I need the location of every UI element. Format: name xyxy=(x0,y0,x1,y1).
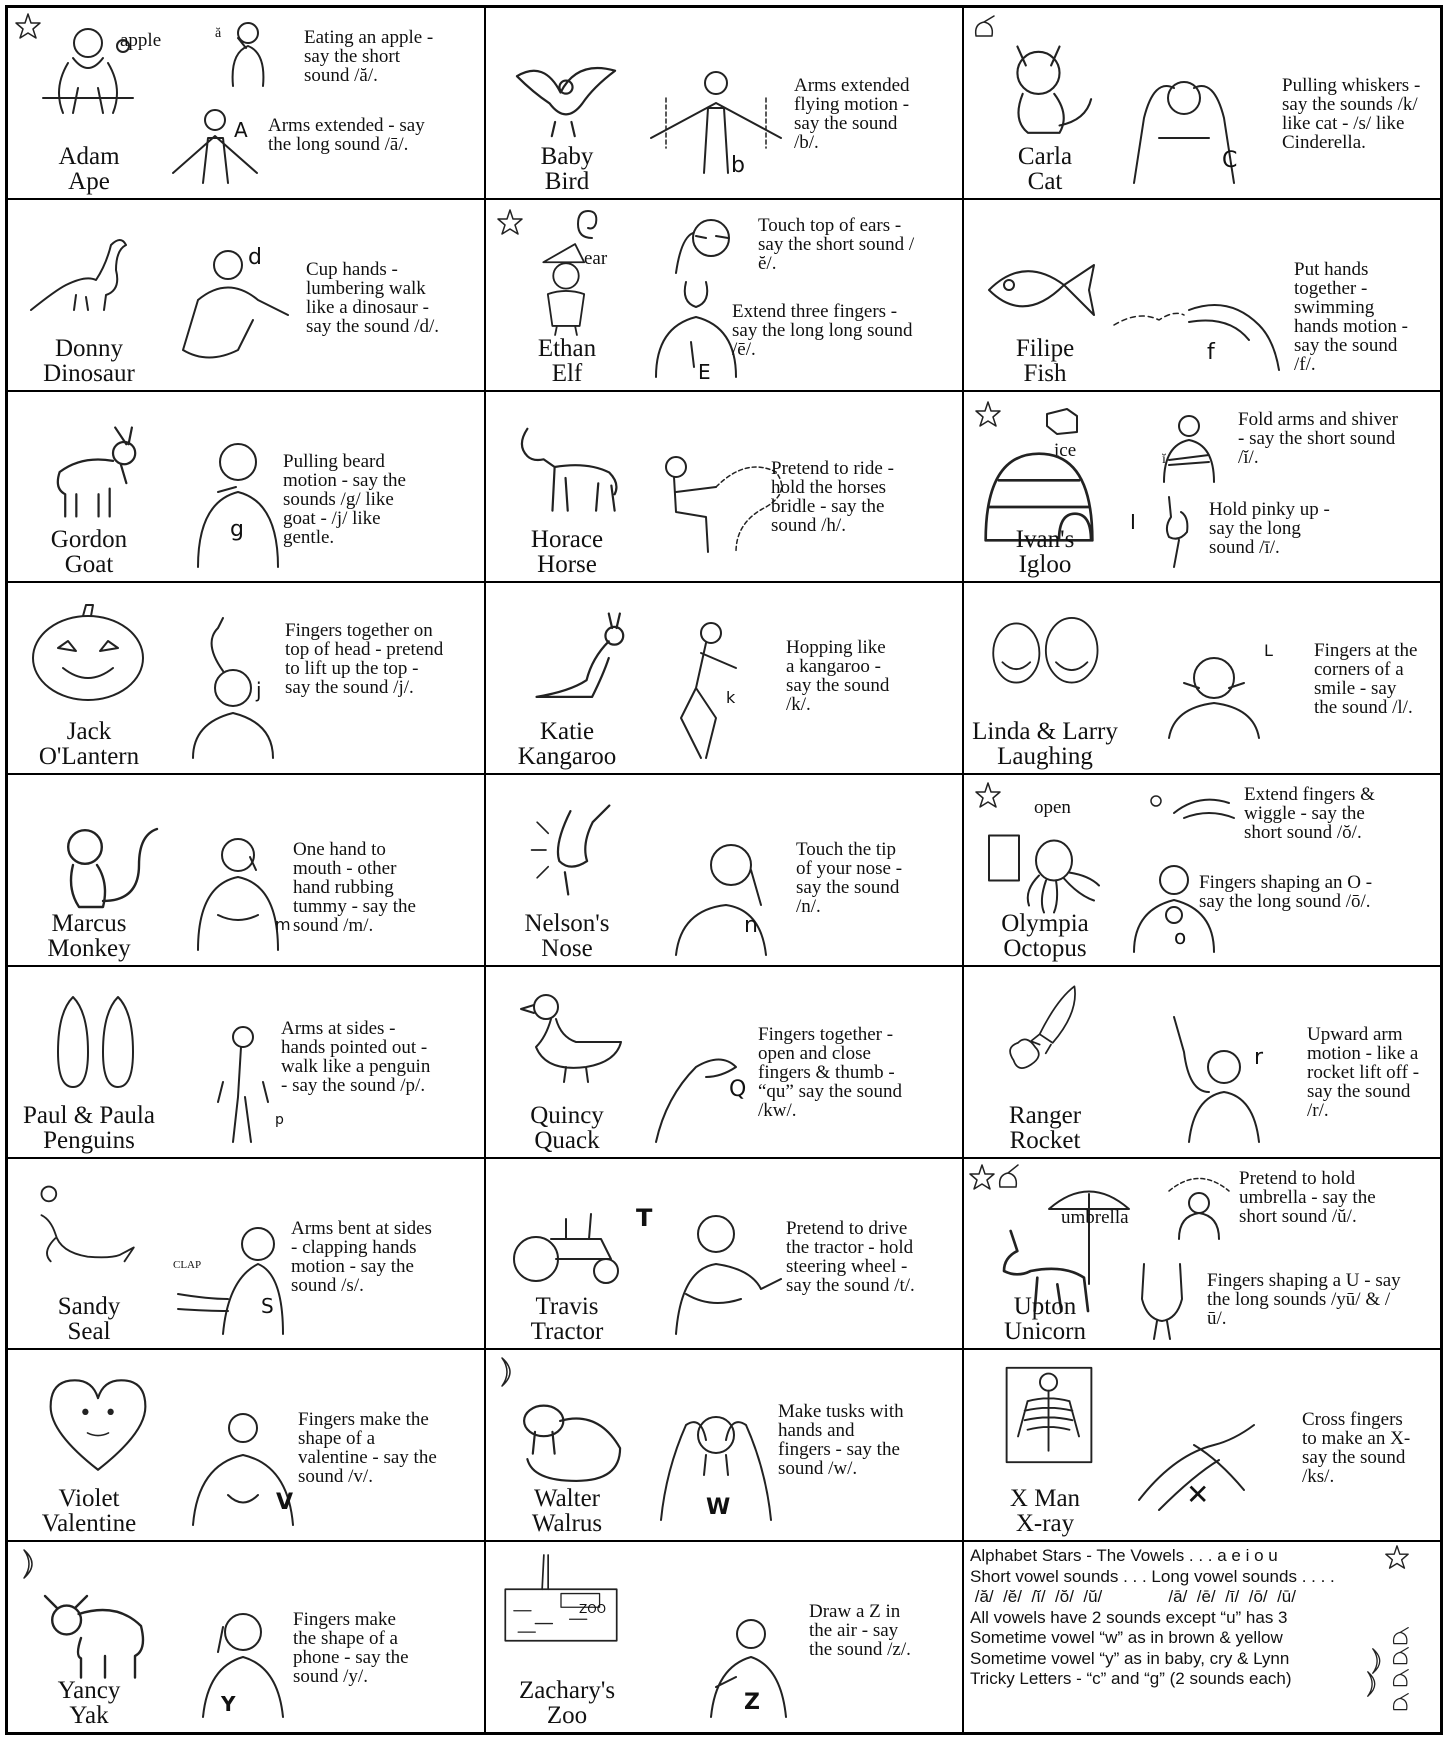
cell-donny-dinosaur xyxy=(7,199,485,391)
seal-illustration xyxy=(23,1179,143,1279)
cell-description: Pulling beard motion - say the sounds /g/ like goat - /j/ like gentle. xyxy=(283,450,406,548)
cell-description: Make tusks with hands and fingers - say the sound /w/. xyxy=(778,1401,904,1480)
cell-ethan-elf xyxy=(485,199,963,391)
cell-title: Olympia Octopus xyxy=(1001,909,1089,962)
cell-title: Katie Kangaroo xyxy=(517,718,617,771)
moon-icon xyxy=(20,1548,40,1580)
short-i-letter: ĭ xyxy=(1162,451,1166,467)
pinky-up-illustration xyxy=(1159,492,1199,567)
girl-clapping-illustration xyxy=(168,1219,298,1339)
duck-illustration xyxy=(506,987,626,1087)
heart-illustration xyxy=(38,1375,158,1475)
elf-illustration xyxy=(506,235,626,335)
star-icon xyxy=(974,400,1002,428)
cell-gordon-goat xyxy=(7,391,485,583)
dinosaur-illustration xyxy=(26,225,146,325)
boy-walking-illustration xyxy=(168,240,298,370)
penguin-walk-illustration xyxy=(203,1022,283,1147)
letter-b: b xyxy=(731,153,745,178)
cell-title: Upton Unicorn xyxy=(1004,1293,1086,1346)
cell-sandy-seal xyxy=(7,1158,485,1350)
legend-line-vowels: Alphabet Stars - The Vowels . . . a e i o u xyxy=(970,1546,1278,1566)
cell-title: Yancy Yak xyxy=(57,1676,121,1729)
cell-upton-unicorn xyxy=(963,1158,1441,1350)
long-sound-description: Arms extended - say the long sound /ā/. xyxy=(268,115,425,155)
cell-ranger-rocket xyxy=(963,966,1441,1158)
cell-ivans-igloo xyxy=(963,391,1441,583)
cell-description: Upward arm motion - like a rocket lift off - say the sound /r/. xyxy=(1307,1023,1420,1121)
legend-line-tricky: Tricky Letters - “c” and “g” (2 sounds each) xyxy=(970,1669,1292,1689)
cell-title: Ivan's Igloo xyxy=(1015,526,1075,579)
bird-illustration xyxy=(506,48,626,148)
bell-icon xyxy=(1389,1692,1413,1716)
monkey-illustration xyxy=(43,815,163,915)
cell-description: Cup hands - lumbering walk like a dinosaur - say the sound /d/. xyxy=(306,258,439,337)
cell-description: Put hands together - swimming hands motion - say the sound /f/. xyxy=(1294,258,1408,375)
letter-f: f xyxy=(1207,339,1215,365)
cell-title: Travis Tractor xyxy=(530,1293,604,1346)
letter-z: Z xyxy=(744,1690,760,1716)
cell-yancy-yak xyxy=(7,1541,485,1733)
boy-rubbing-tummy-illustration xyxy=(188,835,288,955)
short-sound-description: Extend fingers & wiggle - say the short sound /ŏ/. xyxy=(1244,784,1375,844)
cell-quincy-quack xyxy=(485,966,963,1158)
wiggling-fingers-illustration xyxy=(1144,783,1244,838)
star-icon xyxy=(1384,1544,1410,1570)
cell-filipe-fish xyxy=(963,199,1441,391)
letter-x: ✕ xyxy=(1186,1478,1210,1512)
walrus-illustration xyxy=(511,1390,631,1490)
bell-icon xyxy=(1389,1668,1413,1692)
letter-i: I xyxy=(1130,509,1136,534)
ice-cube-icon xyxy=(1042,404,1082,436)
phonics-chart xyxy=(5,5,1443,1735)
cell-linda-larry-laughing xyxy=(963,582,1441,774)
cell-horace-horse xyxy=(485,391,963,583)
cell-description: Fingers together on top of head - pretend to lift up the top - say the sound /j/. xyxy=(285,620,444,699)
cell-x-man-xray xyxy=(963,1349,1441,1541)
cell-title: Marcus Monkey xyxy=(47,909,131,962)
cell-title: Horace Horse xyxy=(530,526,604,579)
short-a-letter: ă xyxy=(215,26,222,41)
long-sound-description: Fingers shaping an O - say the long sound /ō/. xyxy=(1199,872,1373,913)
short-sound-description: Pretend to hold umbrella - say the short sound /ŭ/. xyxy=(1239,1167,1376,1227)
cell-description: One hand to mouth - other hand rubbing tummy - say the sound /m/. xyxy=(293,839,416,937)
cell-olympia-octopus xyxy=(963,774,1441,966)
girl-umbrella-illustration xyxy=(1164,1171,1234,1241)
apple-label: apple xyxy=(120,30,162,51)
letter-j: j xyxy=(256,678,262,703)
letter-p: p xyxy=(275,1111,284,1128)
cell-jack-olantern xyxy=(7,582,485,774)
cell-description: Pulling whiskers - say the sounds /k/ like cat - /s/ like Cinderella. xyxy=(1282,75,1421,153)
pumpkin-illustration xyxy=(28,603,148,703)
swimming-hands-illustration xyxy=(1109,280,1279,380)
cell-title: Filipe Fish xyxy=(1015,334,1075,387)
star-icon xyxy=(974,781,1002,809)
fish-illustration xyxy=(984,240,1104,340)
boy-smiling-illustration xyxy=(1159,633,1269,743)
cell-carla-cat xyxy=(963,7,1441,199)
ear-icon xyxy=(574,208,600,242)
cell-marcus-monkey xyxy=(7,774,485,966)
girl-phone-illustration xyxy=(188,1597,298,1722)
hand-u-shape-illustration xyxy=(1132,1259,1192,1339)
letter-n: n xyxy=(744,913,758,939)
cat-illustration xyxy=(989,36,1109,136)
ear-label: ear xyxy=(584,247,608,269)
cell-title: Baby Bird xyxy=(540,142,594,195)
cell-description: Pretend to ride - hold the horses bridle - say the sound /h/. xyxy=(771,457,894,536)
cell-title: Donny Dinosaur xyxy=(43,334,135,387)
letter-k: k xyxy=(726,688,736,708)
goat-illustration xyxy=(33,422,153,522)
boy-flying-illustration xyxy=(646,68,786,178)
cell-walter-walrus xyxy=(485,1349,963,1541)
laughing-faces-illustration xyxy=(984,603,1104,703)
cell-description: Cross fingers to make an X- say the sound /ks/. xyxy=(1302,1409,1411,1488)
letter-o: o xyxy=(1174,925,1187,950)
letter-a: A xyxy=(234,118,248,142)
boy-three-fingers-illustration xyxy=(646,282,746,377)
legend-line-short-long: Short vowel sounds . . . Long vowel sounds . . . . xyxy=(970,1566,1335,1586)
ice-label: ice xyxy=(1054,439,1077,461)
penguins-illustration xyxy=(38,992,158,1092)
cell-title: Quincy Quack xyxy=(530,1101,604,1154)
letter-q: Q xyxy=(729,1076,747,1102)
zoo-sign-label: ZOO xyxy=(579,1602,607,1617)
letter-g: g xyxy=(230,516,244,542)
letter-m: m xyxy=(275,915,291,935)
legend-line-vowel-w: Sometime vowel “w” as in brown & yellow xyxy=(970,1628,1283,1648)
cell-violet-valentine xyxy=(7,1349,485,1541)
rocket-illustration xyxy=(984,982,1104,1082)
cell-description: Draw a Z in the air - say the sound /z/. xyxy=(809,1601,911,1661)
legend-cell xyxy=(963,1541,1441,1733)
cell-title: X Man X-ray xyxy=(1009,1485,1081,1538)
boy-shivering-illustration xyxy=(1154,410,1224,485)
cell-title: Nelson's Nose xyxy=(524,909,610,962)
cell-description: Fingers make the shape of a phone - say the sound /y/. xyxy=(293,1609,409,1688)
horse-illustration xyxy=(511,417,631,517)
yak-illustration xyxy=(33,1582,153,1682)
cell-title: Adam Ape xyxy=(58,142,120,195)
letter-t: T xyxy=(636,1203,653,1232)
nose-illustration xyxy=(516,800,636,900)
cell-title: Linda & Larry Laughing xyxy=(972,718,1118,771)
letter-l: L xyxy=(1264,641,1273,661)
cell-description: Fingers at the corners of a smile - say the sound /l/. xyxy=(1314,640,1418,719)
zoo-illustration xyxy=(501,1550,621,1650)
cell-title: Paul & Paula Penguins xyxy=(23,1101,155,1154)
cell-description: Pretend to drive the tractor - hold steering wheel - say the sound /t/. xyxy=(786,1217,915,1296)
legend-line-all-vowels: All vowels have 2 sounds except “u” has 3 xyxy=(970,1607,1288,1627)
cell-title: Jack O'Lantern xyxy=(38,718,140,771)
boy-hopping-illustration xyxy=(666,618,756,768)
cell-adam-ape xyxy=(7,7,485,199)
boy-beard-illustration xyxy=(178,432,298,572)
star-bell-icon xyxy=(968,1163,1028,1195)
legend-line-vowel-y: Sometime vowel “y” as in baby, cry & Lynn xyxy=(970,1648,1290,1668)
cell-title: Ethan Elf xyxy=(537,334,597,387)
long-sound-description: Extend three fingers - say the long long sound /ē/. xyxy=(732,300,913,360)
cell-title: Walter Walrus xyxy=(531,1485,603,1538)
long-sound-description: Fingers shaping a U - say the long sounds /yū/ & /ū/. xyxy=(1207,1269,1401,1329)
cell-zacharys-zoo xyxy=(485,1541,963,1733)
cell-description: Touch the tip of your nose - say the sound /n/. xyxy=(796,839,903,918)
cell-description: Hopping like a kangaroo - say the sound /k/. xyxy=(786,637,890,716)
cell-travis-tractor xyxy=(485,1158,963,1350)
cell-title: Sandy Seal xyxy=(57,1293,121,1346)
long-sound-description: Hold pinky up - say the long sound /ī/. xyxy=(1209,498,1330,558)
girl-eating-illustration xyxy=(218,18,278,88)
letter-y: Y xyxy=(221,1692,236,1717)
boy-lifting-head-illustration xyxy=(173,613,293,763)
xray-illustration xyxy=(989,1365,1109,1465)
letter-s: S xyxy=(261,1293,274,1318)
cell-description: Arms at sides - hands pointed out - walk like a penguin - say the sound /p/. xyxy=(281,1017,431,1096)
cell-title: Carla Cat xyxy=(1017,142,1073,195)
short-sound-description: Fold arms and shiver - say the short sound /ĭ/. xyxy=(1238,408,1398,468)
letter-r: r xyxy=(1254,1044,1264,1070)
cell-katie-kangaroo xyxy=(485,582,963,774)
umbrella-label: umbrella xyxy=(1061,1206,1129,1228)
tractor-illustration xyxy=(511,1199,631,1299)
legend-line-sounds: /ă/ /ĕ/ /ĭ/ /ŏ/ /ŭ/ /ā/ /ē/ /ī/ /ō/ /ū/ xyxy=(970,1587,1296,1607)
cell-baby-bird xyxy=(485,7,963,199)
open-label: open xyxy=(1034,797,1071,819)
cell-nelsons-nose xyxy=(485,774,963,966)
cell-description: Arms bent at sides - clapping hands motion - say the sound /s/. xyxy=(291,1217,432,1296)
letter-v: V xyxy=(276,1490,294,1516)
bell-icon xyxy=(1389,1646,1413,1670)
cell-title: Violet Valentine xyxy=(41,1485,137,1538)
moon-icon xyxy=(498,1356,518,1388)
boy-touching-ears-illustration xyxy=(666,208,746,278)
letter-c: C xyxy=(1222,148,1238,173)
letter-e: E xyxy=(698,359,711,384)
boy-arms-extended-illustration xyxy=(168,108,263,183)
moon-icon xyxy=(1364,1670,1382,1698)
cell-description: Fingers together - open and close fingers & thumb - “qu” say the sound /kw/. xyxy=(758,1023,903,1121)
cell-paul-paula-penguins xyxy=(7,966,485,1158)
cell-description: Arms extended flying motion - say the sound /b/. xyxy=(794,75,910,153)
boy-driving-illustration xyxy=(661,1209,791,1339)
short-sound-description: Eating an apple - say the short sound /ă/. xyxy=(304,27,434,86)
octopus-illustration xyxy=(984,823,1104,923)
cell-title: Gordon Goat xyxy=(50,526,128,579)
short-sound-description: Touch top of ears - say the short sound /ĕ/. xyxy=(758,214,915,274)
star-icon xyxy=(496,208,524,236)
kangaroo-illustration xyxy=(521,608,641,708)
clap-label: CLAP xyxy=(173,1258,202,1271)
cell-description: Fingers make the shape of a valentine - say the sound /v/. xyxy=(298,1409,437,1488)
girl-touching-nose-illustration xyxy=(666,830,786,960)
boy-rocket-arm-illustration xyxy=(1159,1012,1269,1147)
letter-d: d xyxy=(248,244,262,270)
cell-title: Ranger Rocket xyxy=(1008,1101,1082,1154)
letter-w: W xyxy=(706,1495,731,1521)
vowel-legend xyxy=(970,1546,1434,1690)
cell-title: Zachary's Zoo xyxy=(518,1676,616,1729)
